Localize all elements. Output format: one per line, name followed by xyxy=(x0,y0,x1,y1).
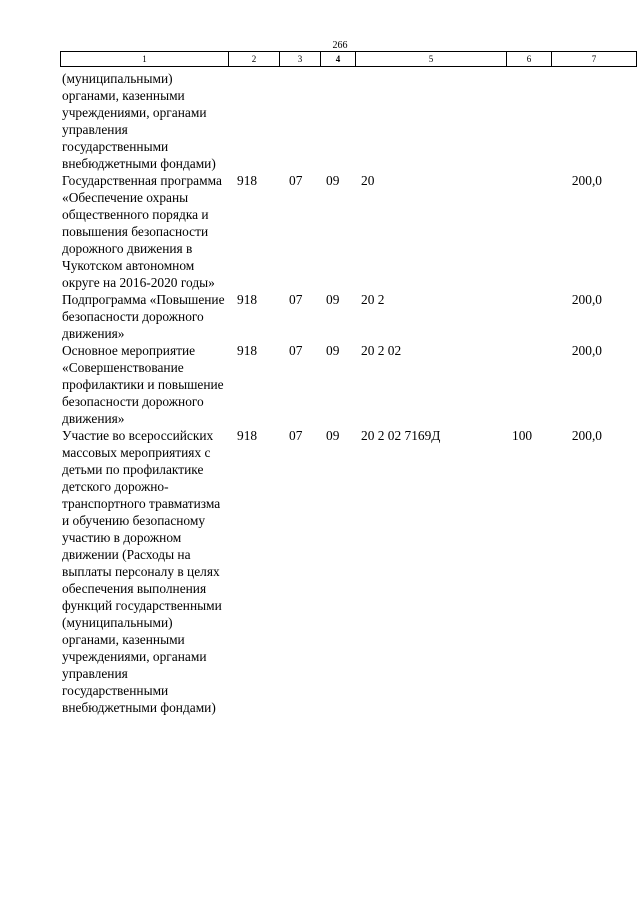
row-expense-type: 100 xyxy=(512,428,533,443)
header-cell-3: 3 xyxy=(280,52,321,67)
row-amount: 200,0 xyxy=(571,343,602,358)
header-cell-4: 4 xyxy=(321,52,356,67)
header-cell-1: 1 xyxy=(61,52,229,67)
row-ministry: 918 xyxy=(237,343,258,358)
table-row xyxy=(60,291,602,342)
row-section xyxy=(279,70,320,172)
row-amount xyxy=(551,70,602,172)
row-section: 07 xyxy=(289,173,303,188)
row-name: Участие во всероссийских массовых мероприятиях с детьми по профилактике детского дорожно-транспортного травматизма и обучению безопасному участию в дорожном движении (Расходы на выплаты персоналу в целях обеспечения выполнения функций государственными (муниципальными) органами, казенными учреждениями, органами управления государственными внебюджетными фондами) xyxy=(62,428,222,715)
row-name: (муниципальными) органами, казенными учреждениями, органами управления государственными внебюджетными фондами) xyxy=(62,71,216,171)
header-cell-7: 7 xyxy=(552,52,637,67)
row-ministry: 918 xyxy=(237,292,258,307)
row-subsection xyxy=(320,70,355,172)
row-section: 07 xyxy=(289,292,303,307)
row-amount: 200,0 xyxy=(571,173,602,188)
row-ministry xyxy=(228,70,279,172)
row-target-article: 20 2 02 xyxy=(361,343,402,358)
row-amount: 200,0 xyxy=(571,292,602,307)
row-target-article: 20 2 xyxy=(361,292,385,307)
row-name: Подпрограмма «Повышение безопасности дорожного движения» xyxy=(62,292,225,341)
table-row xyxy=(60,70,602,172)
table-row xyxy=(60,342,602,427)
header-cell-2: 2 xyxy=(229,52,280,67)
row-expense-type xyxy=(506,70,551,172)
header-cell-6: 6 xyxy=(507,52,552,67)
row-name: Государственная программа «Обеспечение охраны общественного порядка и повышения безопасности дорожного движения в Чукотском автономном округе на 2016-2020 годы» xyxy=(62,173,222,290)
row-ministry: 918 xyxy=(237,428,258,443)
row-expense-type xyxy=(506,291,551,342)
row-target-article: 20 xyxy=(361,173,375,188)
row-subsection: 09 xyxy=(326,343,340,358)
row-target-article xyxy=(355,70,506,172)
row-expense-type xyxy=(506,172,551,291)
column-number-header xyxy=(60,51,637,67)
row-section: 07 xyxy=(289,428,303,443)
row-subsection: 09 xyxy=(326,292,340,307)
row-subsection: 09 xyxy=(326,173,340,188)
budget-table xyxy=(60,70,602,716)
table-row xyxy=(60,427,602,716)
page-number: 266 xyxy=(332,40,348,51)
row-amount: 200,0 xyxy=(571,428,602,443)
row-name: Основное мероприятие «Совершенствование профилактики и повышение безопасности дорожного движения» xyxy=(62,343,224,426)
row-expense-type xyxy=(506,342,551,427)
row-subsection: 09 xyxy=(326,428,340,443)
row-target-article: 20 2 02 7169Д xyxy=(361,428,441,443)
table-row xyxy=(60,172,602,291)
row-section: 07 xyxy=(289,343,303,358)
header-cell-5: 5 xyxy=(356,52,507,67)
row-ministry: 918 xyxy=(237,173,258,188)
